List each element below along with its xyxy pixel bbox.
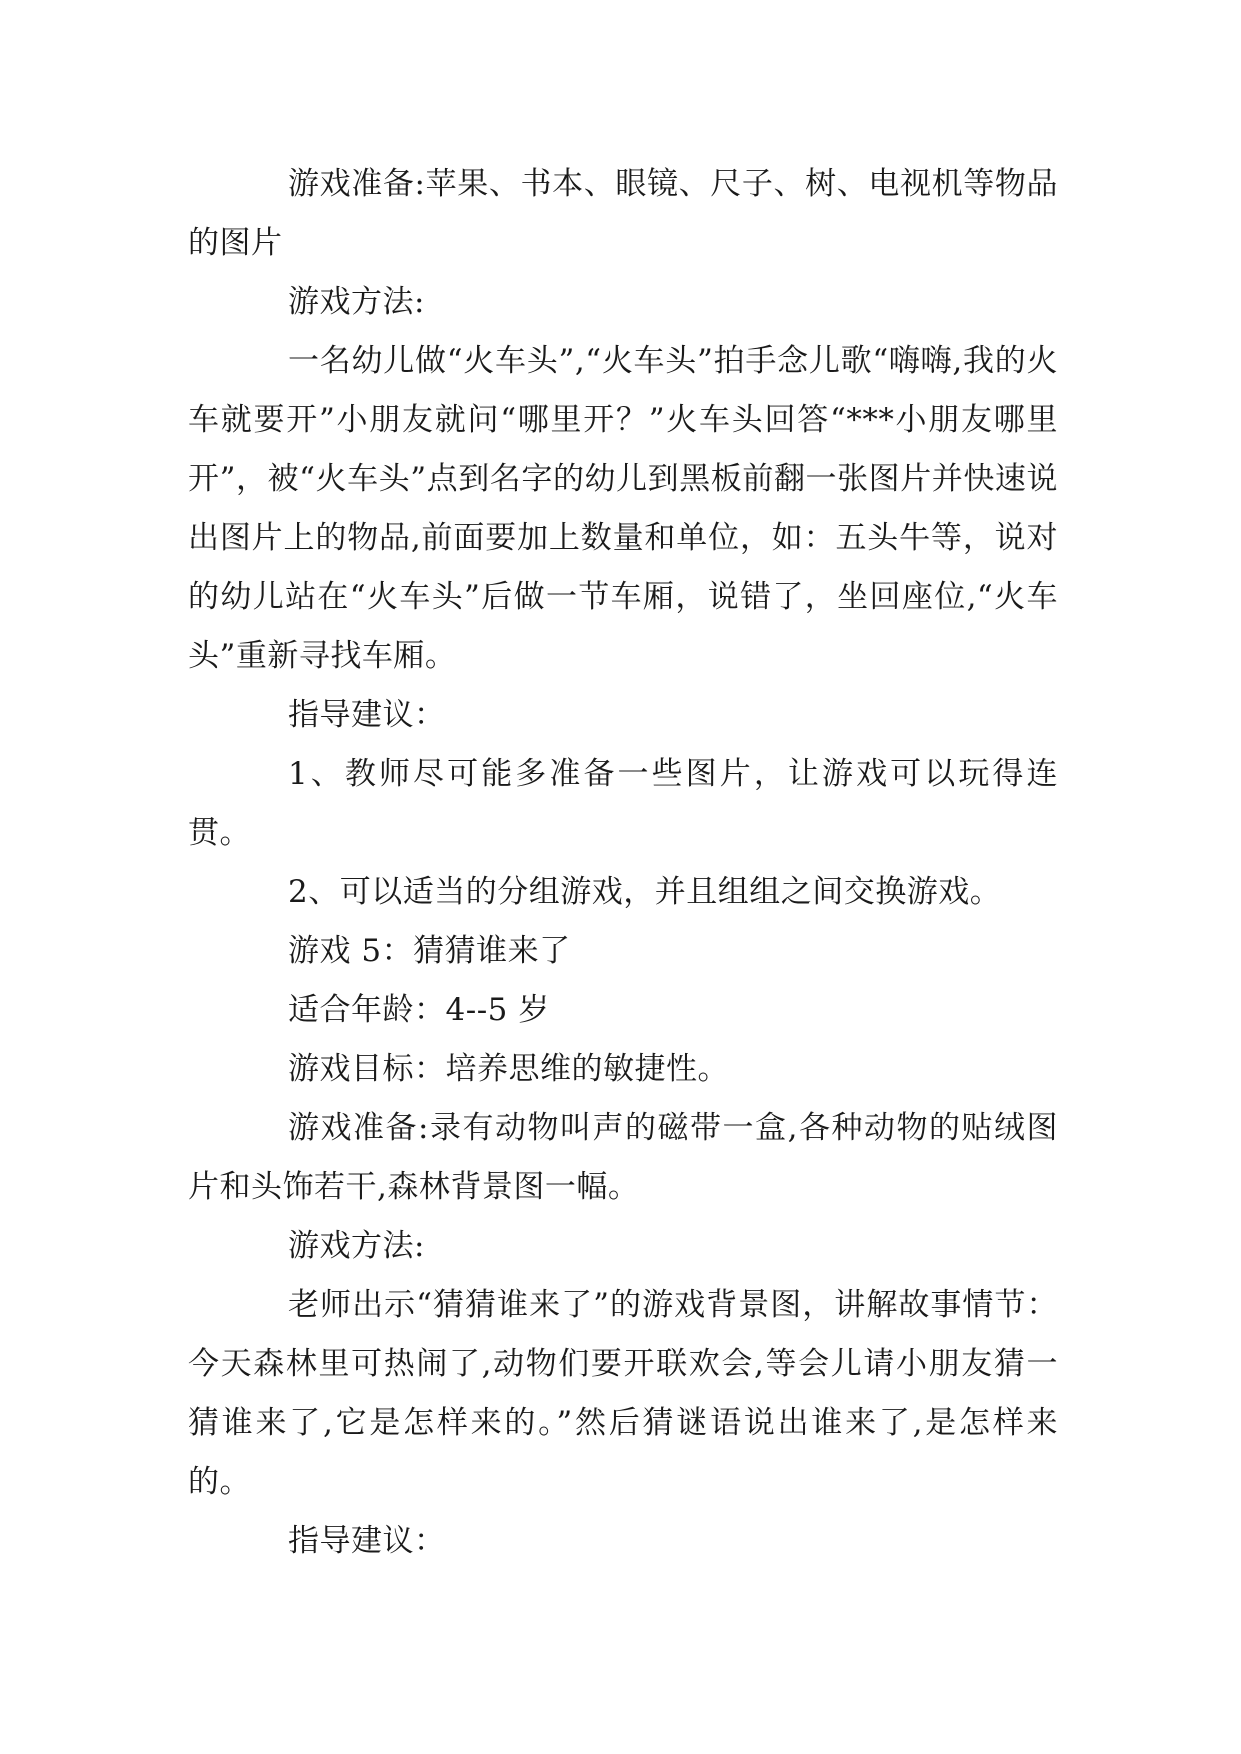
paragraph-game-prep-1: 游戏准备:苹果、书本、眼镜、尺子、树、电视机等物品的图片 <box>188 166 1058 261</box>
paragraph-guidance-heading-2: 指导建议： <box>288 1523 446 1559</box>
paragraph-game-method-heading-2: 游戏方法: <box>288 1228 425 1264</box>
paragraph-guidance-item-2: 2、可以适当的分组游戏，并且组组之间交换游戏。 <box>288 874 1002 910</box>
paragraph-game-method-body-2: 老师出示“猜猜谁来了”的游戏背景图，讲解故事情节：今天森林里可热闹了,动物们要开联欢会,等会儿请小朋友猜一猜谁来了,它是怎样来的。”然后猜谜语说出谁来了,是怎样来的。 <box>188 1287 1058 1500</box>
paragraph-game-5-title: 游戏 5：猜猜谁来了 <box>288 933 571 969</box>
paragraph-guidance-item-1: 1、教师尽可能多准备一些图片，让游戏可以玩得连贯。 <box>188 756 1058 851</box>
paragraph-game-prep-2: 游戏准备:录有动物叫声的磁带一盒,各种动物的贴绒图片和头饰若干,森林背景图一幅。 <box>188 1110 1058 1205</box>
paragraph-suitable-age: 适合年龄：4--5 岁 <box>288 992 550 1028</box>
paragraph-game-goal: 游戏目标：培养思维的敏捷性。 <box>288 1051 729 1087</box>
paragraph-game-method-heading-1: 游戏方法: <box>288 284 425 320</box>
document-body <box>188 155 1058 1571</box>
paragraph-guidance-heading-1: 指导建议： <box>288 697 446 733</box>
paragraph-game-method-body-1: 一名幼儿做“火车头”,“火车头”拍手念儿歌“嗨嗨,我的火车就要开”小朋友就问“哪里开？”火车头回答“***小朋友哪里开”，被“火车头”点到名字的幼儿到黑板前翻一张图片并快速说出图片上的物品,前面要加上数量和单位，如：五头牛等，说对的幼儿站在“火车头”后做一节车厢，说错了，坐回座位,“火车头”重新寻找车厢。 <box>188 343 1058 674</box>
